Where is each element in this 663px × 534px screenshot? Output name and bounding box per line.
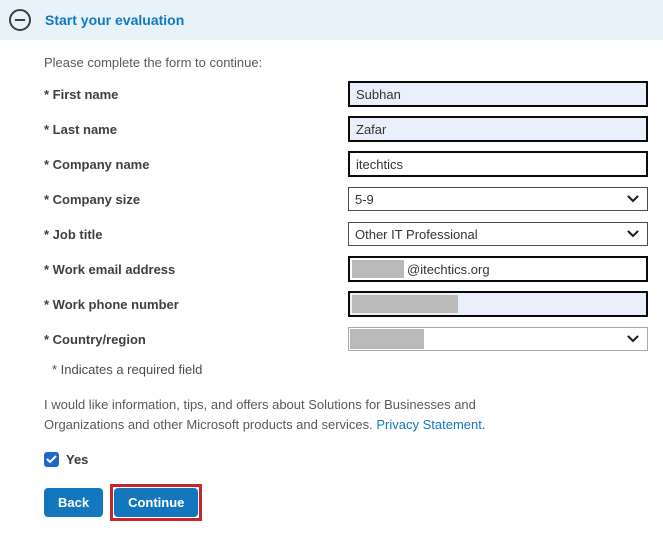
first-name-input[interactable] [348,81,648,107]
work-email-value: @itechtics.org [407,261,490,277]
job-title-value: Other IT Professional [355,226,478,242]
work-phone-label: * Work phone number [44,296,179,312]
consent-checkbox-row [44,452,648,467]
country-select[interactable] [348,327,648,351]
form-row-job-title [44,221,648,247]
consent-text-after: . [481,417,486,432]
yes-checkbox-label: Yes [66,452,89,467]
job-title-field [348,221,648,247]
consent-text-before: I would like information, tips, and offers about Solutions for Businesses and Organizations and other Microsoft products and services. [44,397,476,432]
form-row-first-name [44,81,648,107]
form-row-work-phone [44,291,648,317]
company-size-label: * Company size [44,191,141,207]
form-row-country [44,326,648,352]
red-annotation-box [110,484,202,521]
company-size-field [348,186,648,212]
chevron-down-icon [627,230,639,238]
country-field [348,326,648,352]
evaluation-form [44,81,648,379]
minus-dash [15,19,25,21]
chevron-down-icon [627,335,639,343]
last-name-field [348,116,648,142]
page-title: Start your evaluation [45,12,185,28]
form-row-company-size [44,186,648,212]
minus-circle-icon[interactable] [9,9,31,31]
check-icon [46,455,57,464]
consent-text [44,395,556,435]
work-email-label: * Work email address [44,261,176,277]
company-size-value: 5-9 [355,191,374,207]
company-name-field [348,151,648,177]
job-title-select[interactable] [348,222,648,246]
form-row-work-email [44,256,648,282]
company-size-select[interactable] [348,187,648,211]
form-row-company-name [44,151,648,177]
work-email-field [348,256,648,282]
first-name-label: * First name [44,86,119,102]
work-phone-input[interactable] [348,291,648,317]
form-row-last-name [44,116,648,142]
country-label: * Country/region [44,331,146,347]
last-name-label: * Last name [44,121,117,137]
back-button[interactable]: Back [44,488,103,517]
company-name-label: * Company name [44,156,150,172]
privacy-statement-link[interactable]: Privacy Statement [376,417,482,432]
company-name-input[interactable] [348,151,648,177]
required-field-note: * Indicates a required field [52,362,203,377]
work-email-input[interactable] [348,256,648,282]
first-name-field [348,81,648,107]
yes-checkbox[interactable] [44,452,59,467]
form-content [0,54,663,521]
section-header [0,0,663,40]
last-name-input[interactable] [348,116,648,142]
redaction-block [352,260,404,278]
chevron-down-icon [627,195,639,203]
work-phone-field [348,291,648,317]
button-row [44,484,648,521]
redaction-block [350,329,424,349]
job-title-label: * Job title [44,226,103,242]
continue-button[interactable]: Continue [114,488,198,517]
intro-text: Please complete the form to continue: [44,55,263,70]
redaction-block [352,295,458,313]
